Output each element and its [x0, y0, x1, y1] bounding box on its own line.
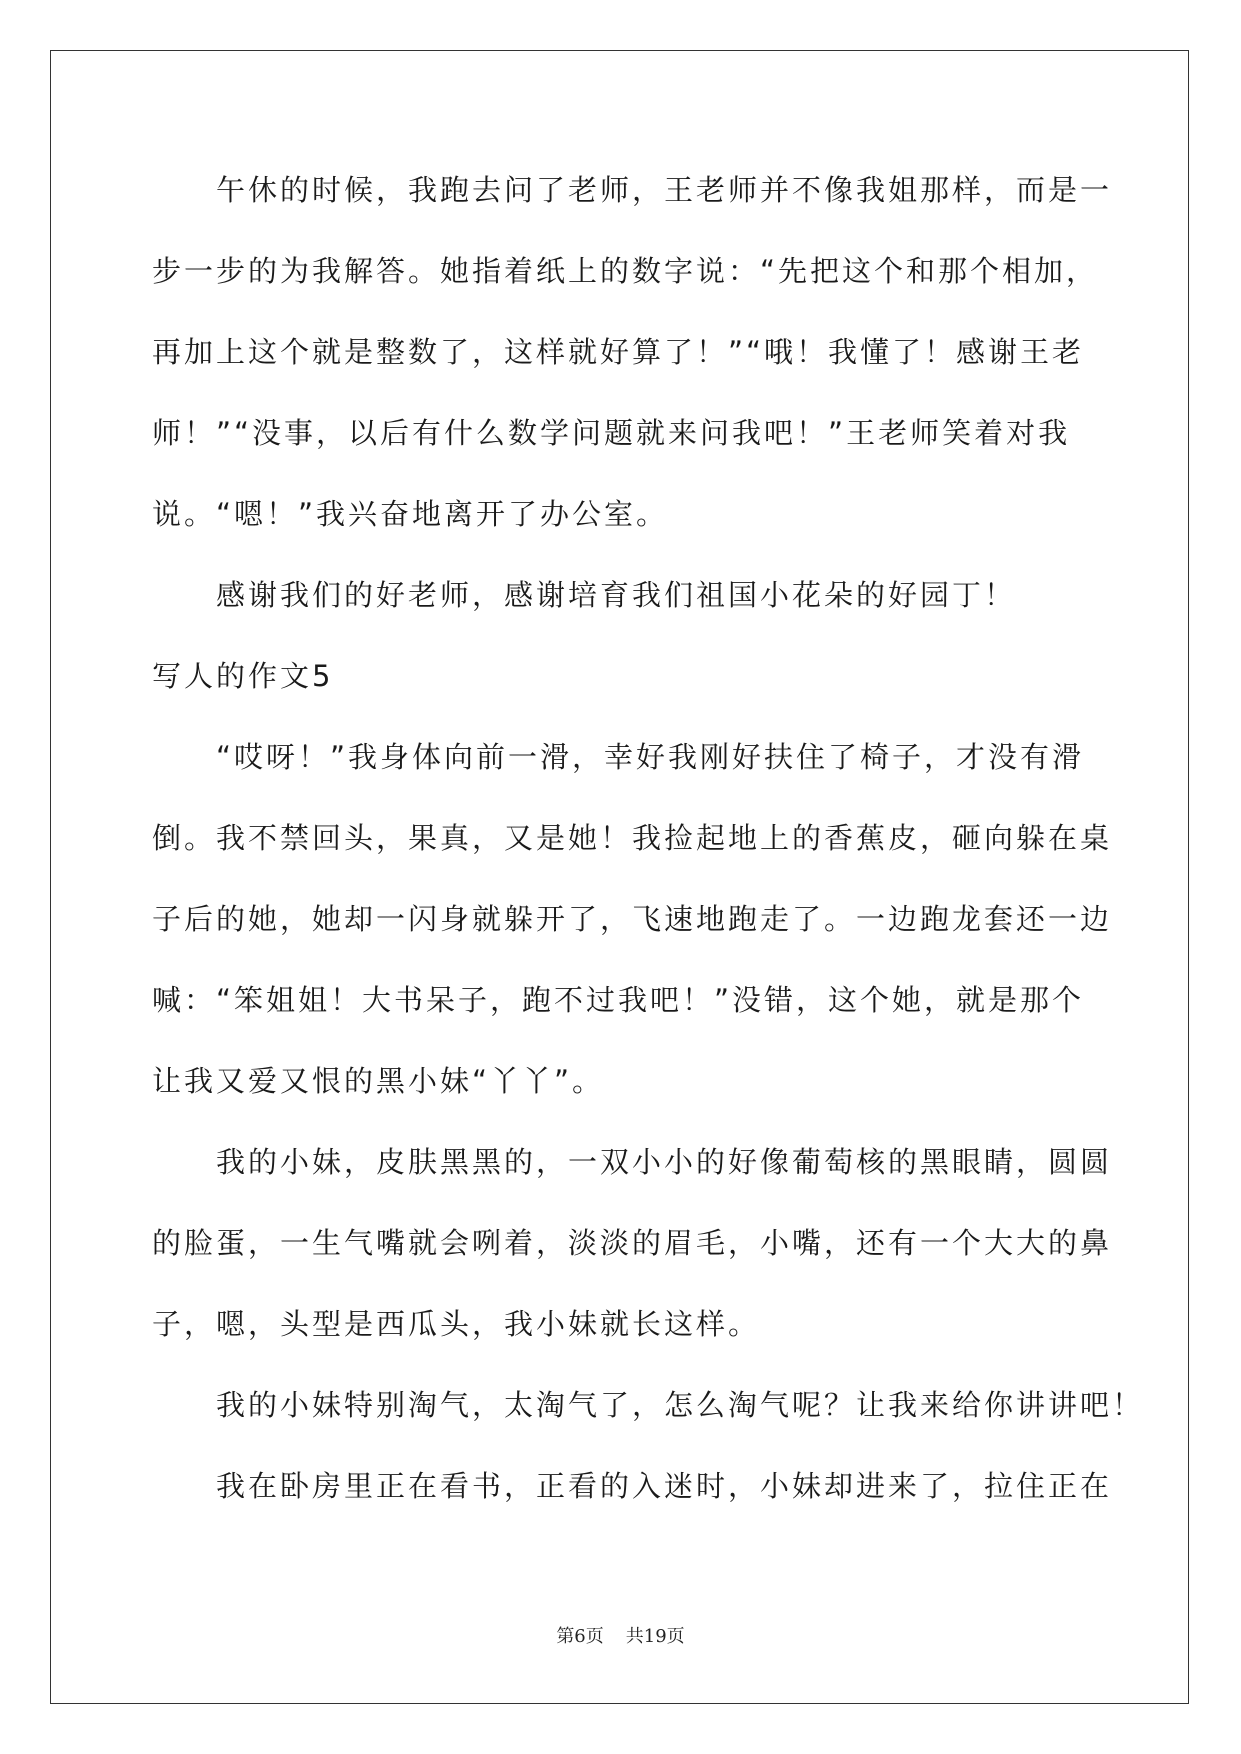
- text-line: 让我又爱又恨的黑小妹“丫丫”。: [152, 1064, 605, 1098]
- text-line: 的脸蛋，一生气嘴就会咧着，淡淡的眉毛，小嘴，还有一个大大的鼻: [152, 1226, 1113, 1260]
- text-line: 午休的时候，我跑去问了老师，王老师并不像我姐那样，而是一: [216, 173, 1113, 207]
- text-line: 我在卧房里正在看书，正看的入迷时，小妹却进来了，拉住正在: [216, 1469, 1113, 1503]
- section-heading: 写人的作文5: [152, 659, 334, 693]
- text-line: 子，嗯，头型是西瓜头，我小妹就长这样。: [152, 1307, 761, 1341]
- text-line: 倒。我不禁回头，果真，又是她！我捡起地上的香蕉皮，砸向躲在桌: [152, 821, 1113, 855]
- page-footer: [0, 1622, 1241, 1648]
- text-line: 步一步的为我解答。她指着纸上的数字说：“先把这个和那个相加，: [152, 254, 1099, 288]
- text-line: 子后的她，她却一闪身就躲开了，飞速地跑走了。一边跑龙套还一边: [152, 902, 1113, 936]
- text-line: “哎呀！”我身体向前一滑，幸好我刚好扶住了椅子，才没有滑: [216, 740, 1085, 774]
- text-line: 我的小妹特别淘气，太淘气了，怎么淘气呢？让我来给你讲讲吧！: [216, 1388, 1145, 1422]
- page-count: 共19页: [625, 1626, 685, 1647]
- text-line: 感谢我们的好老师，感谢培育我们祖国小花朵的好园丁！: [216, 578, 1017, 612]
- page-number: 第6页: [556, 1626, 604, 1647]
- document-body: [152, 150, 1145, 1527]
- text-line: 师！”“没事，以后有什么数学问题就来问我吧！”王老师笑着对我: [152, 416, 1071, 450]
- text-line: 再加上这个就是整数了，这样就好算了！”“哦！我懂了！感谢王老: [152, 335, 1085, 369]
- text-line: 喊：“笨姐姐！大书呆子，跑不过我吧！”没错，这个她，就是那个: [152, 983, 1085, 1017]
- text-line: 说。“嗯！”我兴奋地离开了办公室。: [152, 497, 669, 531]
- text-line: 我的小妹，皮肤黑黑的，一双小小的好像葡萄核的黑眼睛，圆圆: [216, 1145, 1113, 1179]
